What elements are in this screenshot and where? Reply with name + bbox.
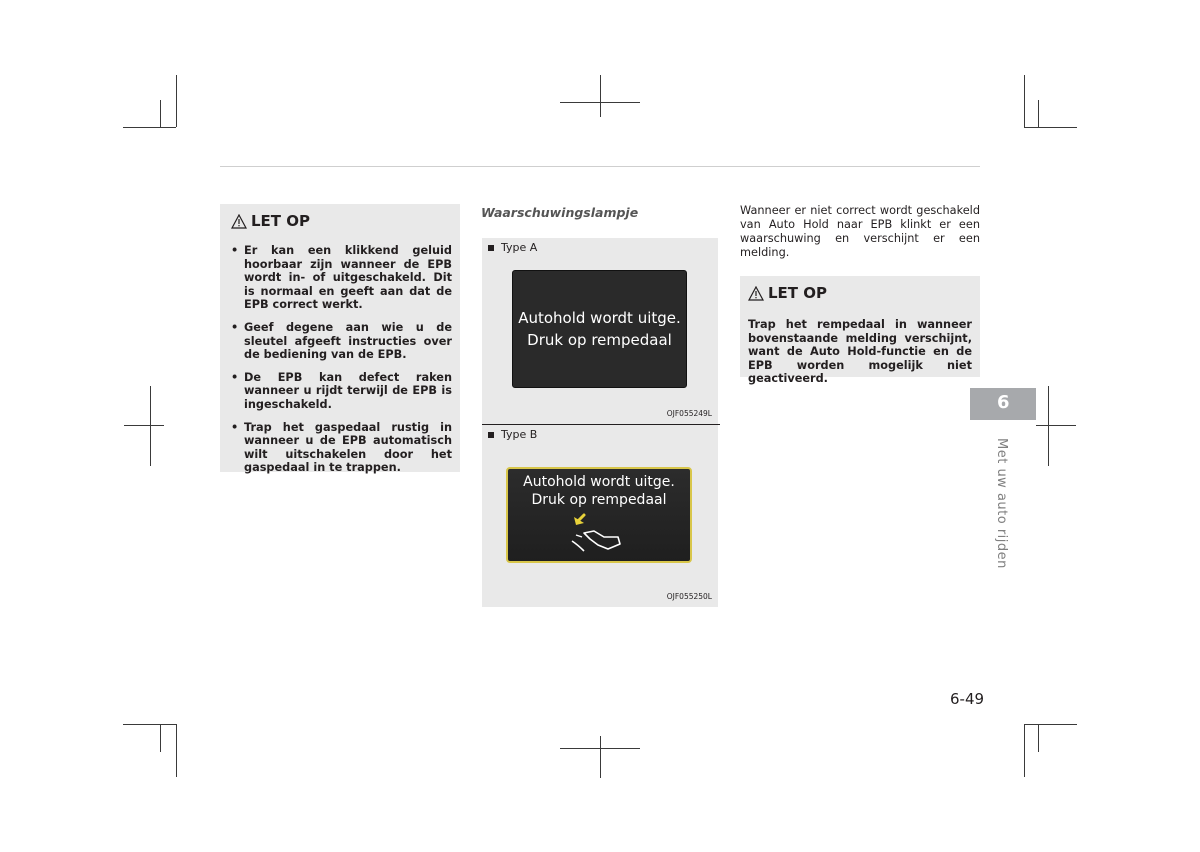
figure-type-b <box>482 425 718 607</box>
section-title: Waarschuwingslampje <box>481 205 639 220</box>
bullet-square-icon <box>488 432 494 438</box>
caution-list <box>231 244 452 475</box>
list-item: • Trap het gaspedaal rustig in wanneer u de EPB automatisch wilt uitschakelen door het gaspedaal in te trappen. <box>231 421 452 475</box>
warning-triangle-icon <box>231 214 247 229</box>
arrow-icon <box>574 515 584 525</box>
warning-triangle-icon <box>748 286 764 301</box>
figure-code: OJF055249L <box>666 409 712 418</box>
display-line-1: Autohold wordt uitge. <box>523 474 675 490</box>
figure-code: OJF055250L <box>666 592 712 601</box>
display-line-2: Druk op rempedaal <box>531 492 667 508</box>
figure-label <box>488 428 537 441</box>
caution-title: LET OP <box>768 284 828 302</box>
figure-type-a <box>482 238 718 424</box>
page-number: 6-49 <box>950 690 985 708</box>
figure-label-text: Type A <box>501 241 538 254</box>
figure-label <box>488 241 537 254</box>
chapter-number: 6 <box>997 392 1010 413</box>
caution-text: Trap het rempedaal in wanneer bovenstaande melding verschijnt, want de Auto Hold-functie en de EPB worden mogelijk niet geactiveerd. <box>748 318 972 386</box>
cluster-display-a <box>512 270 687 388</box>
list-item: • Er kan een klikkend geluid hoorbaar zijn wanneer de EPB wordt in- of uitgeschakeld. Dit is normaal en geeft aan dat de EPB correct werkt. <box>231 244 452 312</box>
bullet-square-icon <box>488 245 494 251</box>
caution-box-right <box>740 276 980 386</box>
body-paragraph: Wanneer er niet correct wordt geschakeld van Auto Hold naar EPB klinkt er een waarschuwing en verschijnt er een melding. <box>740 204 980 259</box>
caution-box-left <box>220 204 460 475</box>
caution-heading <box>231 212 452 230</box>
display-line-2: Druk op rempedaal <box>527 331 672 349</box>
cluster-display-b <box>506 467 692 563</box>
header-rule <box>220 166 980 167</box>
figure-label-text: Type B <box>501 428 538 441</box>
list-item: • De EPB kan defect raken wanneer u rijdt terwijl de EPB is ingeschakeld. <box>231 371 452 412</box>
chapter-title: Met uw auto rijden <box>994 438 1009 569</box>
brake-pedal-icon <box>564 511 634 557</box>
caution-heading <box>748 284 972 302</box>
list-item: • Geef degene aan wie u de sleutel afgeeft instructies over de bediening van de EPB. <box>231 321 452 362</box>
caution-title: LET OP <box>251 212 311 230</box>
display-line-1: Autohold wordt uitge. <box>518 309 681 327</box>
